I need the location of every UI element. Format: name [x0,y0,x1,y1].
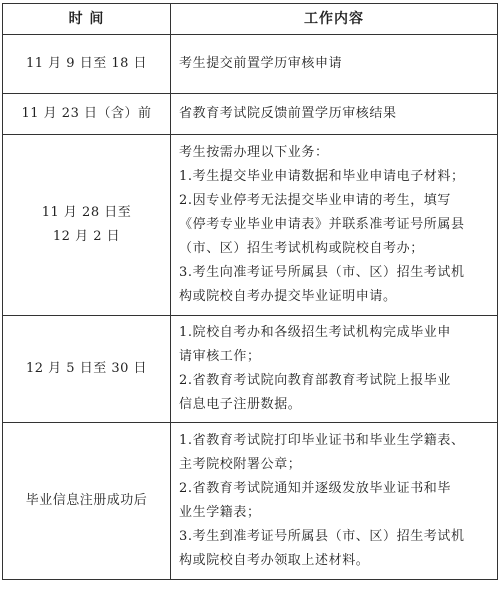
content-line: 1.考生提交毕业申请数据和毕业申请电子材料； [179,169,465,184]
content-line: （市、区）招生考试机构或院校自考办； [179,241,424,256]
content-line: 1.省教育考试院打印毕业证书和毕业生学籍表、 [179,433,465,448]
content-cell [171,94,498,135]
content-line: 省教育考试院反馈前置学历审核结果 [179,106,397,121]
content-line: 构或院校自考办提交毕业证明申请。 [179,289,397,304]
content-cell [171,135,498,316]
time-text: 12 月 5 日至 30 日 [25,361,148,376]
time-cell [3,316,171,423]
content-line: 《停考专业毕业申请表》并联系准考证号所属县 [179,217,465,232]
content-line: 2.省教育考试院向教育部教育考试院上报毕业 [179,373,452,388]
content-cell [171,423,498,580]
table-header-row [3,4,498,35]
content-line: 构或院校自考办领取上述材料。 [179,553,370,568]
content-line: 3.考生向准考证号所属县（市、区）招生考试机 [179,265,465,280]
time-text: 12 月 2 日 [52,229,121,244]
table-row [3,94,498,135]
content-cell [171,316,498,423]
header-content: 工作内容 [171,4,498,35]
time-cell [3,35,171,94]
table-row [3,35,498,94]
header-time: 时 间 [3,4,171,35]
content-cell [171,35,498,94]
time-text: 11 月 9 日至 18 日 [25,56,148,71]
time-cell [3,94,171,135]
table-row [3,423,498,580]
content-line: 2.因专业停考无法提交毕业申请的考生，填写 [179,193,452,208]
content-line: 3.考生到准考证号所属县（市、区）招生考试机 [179,529,465,544]
time-cell [3,423,171,580]
content-line: 2.省教育考试院通知并逐级发放毕业证书和毕 [179,481,452,496]
table-row [3,135,498,316]
content-line: 1.院校自考办和各级招生考试机构完成毕业申 [179,325,452,340]
schedule-table [2,3,498,580]
time-text: 11 月 23 日（含）前 [21,106,152,121]
content-line: 请审核工作； [179,349,261,364]
content-line: 信息电子注册数据。 [179,397,302,412]
content-line: 主考院校附署公章； [179,457,302,472]
table-row [3,316,498,423]
content-line: 业生学籍表； [179,505,261,520]
time-text: 毕业信息注册成功后 [25,493,148,508]
time-cell [3,135,171,316]
content-line: 考生按需办理以下业务： [179,145,329,160]
content-line: 考生提交前置学历审核申请 [179,56,343,71]
time-text: 11 月 28 日至 [41,205,132,220]
